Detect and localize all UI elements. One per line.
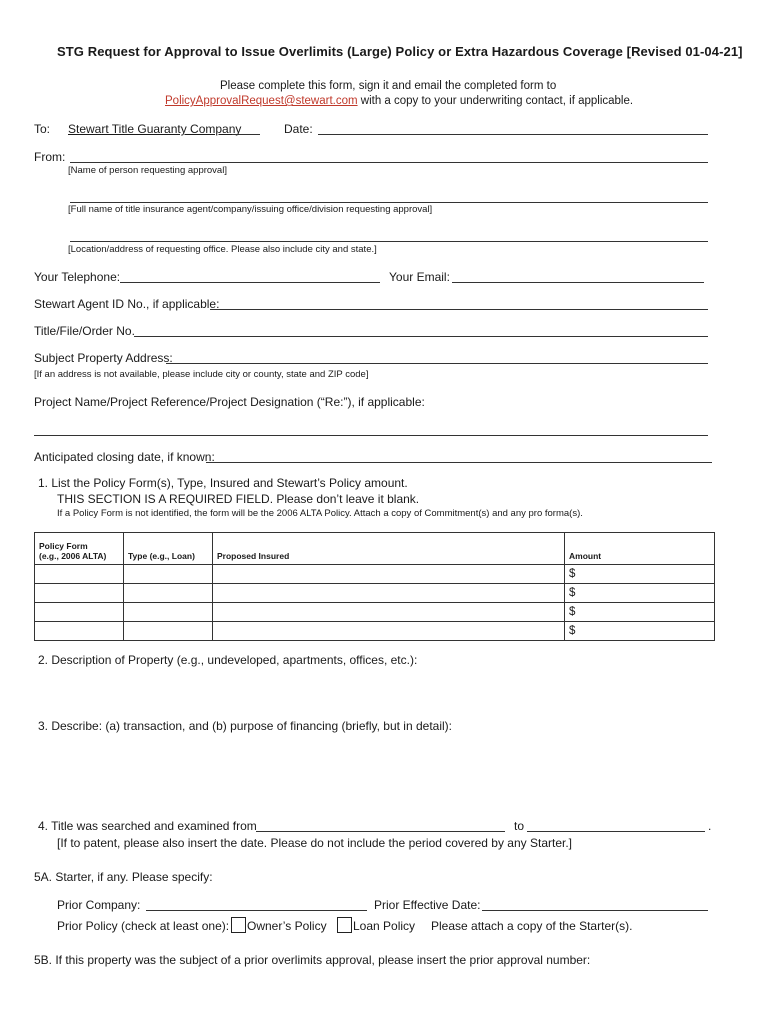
insured-cell[interactable]	[213, 622, 565, 641]
amount-cell[interactable]	[565, 603, 715, 622]
currency-symbol: $	[569, 568, 576, 580]
col-policy-form	[35, 533, 124, 565]
type-cell[interactable]	[124, 603, 213, 622]
intro-line-2-rest: with a copy to your underwriting contact, if applicable.	[357, 95, 634, 107]
type-cell[interactable]	[124, 584, 213, 603]
to-underline-tail	[232, 134, 260, 135]
prior-effective-label: Prior Effective Date:	[374, 898, 481, 912]
email-label: Your Email:	[389, 270, 450, 284]
closing-date-label: Anticipated closing date, if known:	[34, 450, 215, 464]
section1-heading: 1. List the Policy Form(s), Type, Insured and Stewart’s Policy amount.	[38, 476, 408, 490]
col-amount: Amount	[565, 533, 715, 565]
policy-form-cell[interactable]	[35, 584, 124, 603]
agent-id-field[interactable]	[210, 309, 708, 310]
prior-effective-field[interactable]	[482, 910, 708, 911]
policy-form-cell[interactable]	[35, 565, 124, 584]
insured-cell[interactable]	[213, 584, 565, 603]
email-field[interactable]	[452, 282, 704, 283]
insured-cell[interactable]	[213, 565, 565, 584]
from-hint-location: [Location/address of requesting office. Please also include city and state.]	[68, 244, 377, 255]
policy-table-header	[35, 533, 715, 565]
section4-note: [If to patent, please also insert the date. Please do not include the period covered by any Starter.]	[57, 836, 572, 850]
to-label: To:	[34, 122, 51, 136]
property-address-hint: [If an address is not available, please include city or county, state and ZIP code]	[34, 369, 369, 380]
section4-period: .	[708, 819, 712, 833]
loan-policy-label: Loan Policy	[353, 919, 416, 933]
closing-date-field[interactable]	[206, 462, 712, 463]
project-label: Project Name/Project Reference/Project Designation (“Re:”), if applicable:	[34, 395, 425, 409]
project-field[interactable]	[34, 435, 708, 436]
from-label: From:	[34, 150, 66, 164]
amount-cell[interactable]	[565, 584, 715, 603]
owners-policy-label: Owner’s Policy	[247, 919, 327, 933]
section4-heading: 4. Title was searched and examined from	[38, 819, 257, 833]
col-policy-form-line1: Policy Form	[39, 541, 88, 551]
currency-symbol: $	[569, 625, 576, 637]
table-row	[35, 584, 715, 603]
form-title: STG Request for Approval to Issue Overlimits (Large) Policy or Extra Hazardous Coverage [Revised 01-04-21]	[57, 44, 743, 59]
table-row	[35, 622, 715, 641]
amount-cell[interactable]	[565, 622, 715, 641]
property-address-label: Subject Property Address:	[34, 351, 173, 365]
table-row	[35, 565, 715, 584]
from-location-field[interactable]	[70, 241, 708, 242]
currency-symbol: $	[569, 587, 576, 599]
to-value: Stewart Title Guaranty Company	[68, 122, 242, 136]
intro-line-2	[165, 95, 633, 107]
from-hint-agent: [Full name of title insurance agent/company/issuing office/division requesting approval]	[68, 204, 433, 215]
section1-required-note: THIS SECTION IS A REQUIRED FIELD. Please don’t leave it blank.	[57, 492, 420, 506]
currency-symbol: $	[569, 606, 576, 618]
from-name-field[interactable]	[70, 162, 708, 163]
prior-company-field[interactable]	[146, 910, 367, 911]
section2-heading: 2. Description of Property (e.g., undeveloped, apartments, offices, etc.):	[38, 653, 418, 667]
agent-id-label: Stewart Agent ID No., if applicable:	[34, 297, 220, 311]
owners-policy-checkbox[interactable]	[231, 917, 246, 933]
searched-to-field[interactable]	[527, 831, 705, 832]
date-label: Date:	[284, 122, 313, 136]
loan-policy-checkbox[interactable]	[337, 917, 352, 933]
table-row	[35, 603, 715, 622]
attach-starter-note: Please attach a copy of the Starter(s).	[431, 919, 633, 933]
section2-answer-area[interactable]	[57, 672, 707, 712]
col-insured: Proposed Insured	[213, 533, 565, 565]
section3-answer-area[interactable]	[57, 738, 707, 808]
prior-policy-label: Prior Policy (check at least one):	[57, 919, 230, 933]
policy-form-cell[interactable]	[35, 622, 124, 641]
searched-from-field[interactable]	[256, 831, 505, 832]
amount-cell[interactable]	[565, 565, 715, 584]
prior-company-label: Prior Company:	[57, 898, 141, 912]
section5b-heading: 5B. If this property was the subject of a prior overlimits approval, please insert the prior approval number:	[34, 953, 591, 967]
section4-to-word: to	[514, 819, 525, 833]
from-hint-name: [Name of person requesting approval]	[68, 165, 227, 176]
section3-heading: 3. Describe: (a) transaction, and (b) purpose of financing (briefly, but in detail):	[38, 719, 452, 733]
col-policy-form-line2: (e.g., 2006 ALTA)	[39, 551, 107, 561]
property-address-field[interactable]	[166, 363, 708, 364]
policy-table	[34, 532, 715, 641]
section5a-heading: 5A. Starter, if any. Please specify:	[34, 870, 213, 884]
type-cell[interactable]	[124, 622, 213, 641]
file-no-field[interactable]	[134, 336, 708, 337]
approval-email-link[interactable]: PolicyApprovalRequest@stewart.com	[165, 95, 358, 107]
section1-small-note: If a Policy Form is not identified, the form will be the 2006 ALTA Policy. Attach a copy of Commitment(s) and any pro forma(s).	[57, 508, 583, 519]
intro-line-1: Please complete this form, sign it and email the completed form to	[220, 80, 557, 92]
policy-form-cell[interactable]	[35, 603, 124, 622]
type-cell[interactable]	[124, 565, 213, 584]
telephone-label: Your Telephone:	[34, 270, 121, 284]
from-agent-field[interactable]	[70, 202, 708, 203]
file-no-label: Title/File/Order No.	[34, 324, 135, 338]
insured-cell[interactable]	[213, 603, 565, 622]
telephone-field[interactable]	[120, 282, 380, 283]
col-type: Type (e.g., Loan)	[124, 533, 213, 565]
date-field[interactable]	[318, 134, 708, 135]
